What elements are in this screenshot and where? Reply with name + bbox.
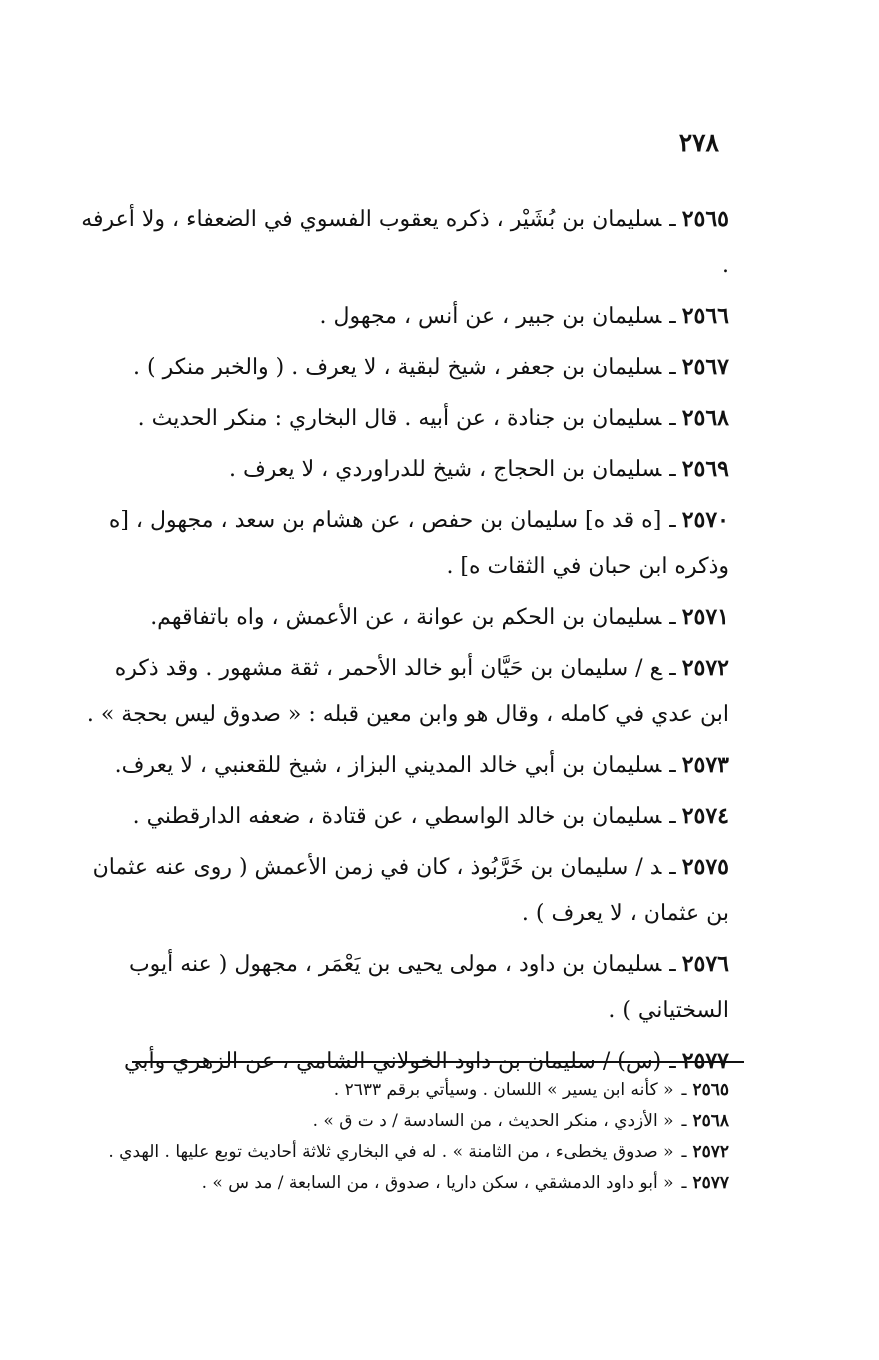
entry: [79, 196, 729, 289]
entry-text: سليمان بن خالد الواسطي ، عن قتادة ، ضعفه الدارقطني .: [132, 804, 662, 829]
entry-number: ٢٥٦٧: [681, 354, 729, 380]
entry-number: ٢٥٦٥: [681, 206, 729, 232]
entry-text: سليمان بن بُشَيْر ، ذكره يعقوب الفسوي في الضعفاء ، ولا أعرفه .: [81, 207, 729, 278]
entry-number: ٢٥٧٤: [681, 803, 729, 829]
entry-dash: ـ: [669, 656, 676, 681]
footnote-divider: [132, 1061, 744, 1063]
entry: [79, 844, 729, 937]
entry-text: ع / سليمان بن حَيَّان أبو خالد الأحمر ، ثقة مشهور . وقد ذكره ابن عدي في كامله ، وقال هو وابن معين قبله : « صدوق ليس بحجة » .: [86, 656, 729, 727]
footnote-text: « كأنه ابن يسير » اللسان . وسيأتي برقم ٢٦٣٣ .: [333, 1080, 674, 1100]
entry-text: سليمان بن أبي خالد المديني البزاز ، شيخ للقعنبي ، لا يعرف.: [114, 753, 662, 778]
footnote-text: « الأزدي ، منكر الحديث ، من السادسة / د ت ق » .: [312, 1111, 674, 1131]
entry-number: ٢٥٧٠: [681, 507, 729, 533]
entry: [79, 793, 729, 840]
entry-text: [ه قد ه] سليمان بن حفص ، عن هشام بن سعد ، مجهول ، [ه وذكره ابن حبان في الثقات ه] .: [108, 508, 729, 579]
entry-text: سليمان بن جعفر ، شيخ لبقية ، لا يعرف . ( والخبر منكر ) .: [133, 355, 662, 380]
footnote-number: ٢٥٦٥: [692, 1080, 729, 1100]
entry-number: ٢٥٧٦: [681, 951, 729, 977]
footnote: [79, 1106, 729, 1137]
entry: [79, 941, 729, 1034]
entry-text: سليمان بن جبير ، عن أنس ، مجهول .: [319, 304, 662, 329]
entry-text: سليمان بن الحجاج ، شيخ للدراوردي ، لا يعرف .: [228, 457, 662, 482]
entry-text: (س) / سليمان بن داود الخولاني الشامي ، عن الزهري وأبي: [124, 1049, 662, 1074]
entry-dash: ـ: [669, 508, 676, 533]
entry-dash: ـ: [669, 952, 676, 977]
footnote-dash: ـ: [681, 1142, 687, 1162]
entry: [79, 497, 729, 590]
footnote-number: ٢٥٧٧: [692, 1173, 729, 1193]
footnote-dash: ـ: [681, 1173, 687, 1193]
footnote-dash: ـ: [681, 1080, 687, 1100]
entry-dash: ـ: [669, 855, 676, 880]
entry-number: ٢٥٧٣: [681, 752, 729, 778]
entry-number: ٢٥٦٨: [681, 405, 729, 431]
page-number: ٢٧٨: [678, 128, 719, 157]
entry-dash: ـ: [669, 457, 676, 482]
footnotes-list: [79, 1075, 729, 1199]
footnote: [79, 1168, 729, 1199]
entry-dash: ـ: [669, 355, 676, 380]
entry-dash: ـ: [669, 207, 676, 232]
footnote-text: « صدوق يخطىء ، من الثامنة » . له في البخاري ثلاثة أحاديث توبع عليها . الهدي .: [108, 1142, 674, 1162]
entry-number: ٢٥٧٥: [681, 854, 729, 880]
entry: [79, 446, 729, 493]
entry: [79, 293, 729, 340]
entry-number: ٢٥٧١: [681, 604, 729, 630]
entry-dash: ـ: [669, 753, 676, 778]
footnote: [79, 1075, 729, 1106]
entry: [79, 395, 729, 442]
entry-number: ٢٥٦٩: [681, 456, 729, 482]
footnote-number: ٢٥٦٨: [692, 1111, 729, 1131]
entry-dash: ـ: [669, 406, 676, 431]
entry-dash: ـ: [669, 1049, 676, 1074]
entry-dash: ـ: [669, 804, 676, 829]
entry-number: ٢٥٦٦: [681, 303, 729, 329]
entry-text: د / سليمان بن خَرَّبُوذ ، كان في زمن الأعمش ( روى عنه عثمان بن عثمان ، لا يعرف ) .: [92, 855, 729, 926]
entry: [79, 344, 729, 391]
entry: [79, 594, 729, 641]
entry-text: سليمان بن جنادة ، عن أبيه . قال البخاري : منكر الحديث .: [137, 406, 662, 431]
entries-list: [79, 196, 729, 1089]
entry-text: سليمان بن الحكم بن عوانة ، عن الأعمش ، واه باتفاقهم.: [150, 605, 662, 630]
entry-dash: ـ: [669, 304, 676, 329]
footnote-text: « أبو داود الدمشقي ، سكن داريا ، صدوق ، من السابعة / مد س » .: [201, 1173, 674, 1193]
footnote: [79, 1137, 729, 1168]
footnote-dash: ـ: [681, 1111, 687, 1131]
entry: [79, 645, 729, 738]
entry-text: سليمان بن داود ، مولى يحيى بن يَعْمَر ، مجهول ( عنه أيوب السختياني ) .: [128, 952, 729, 1023]
entry-dash: ـ: [669, 605, 676, 630]
entry: [79, 742, 729, 789]
footnote-number: ٢٥٧٢: [692, 1142, 729, 1162]
entry-number: ٢٥٧٧: [681, 1048, 729, 1074]
entry-number: ٢٥٧٢: [681, 655, 729, 681]
